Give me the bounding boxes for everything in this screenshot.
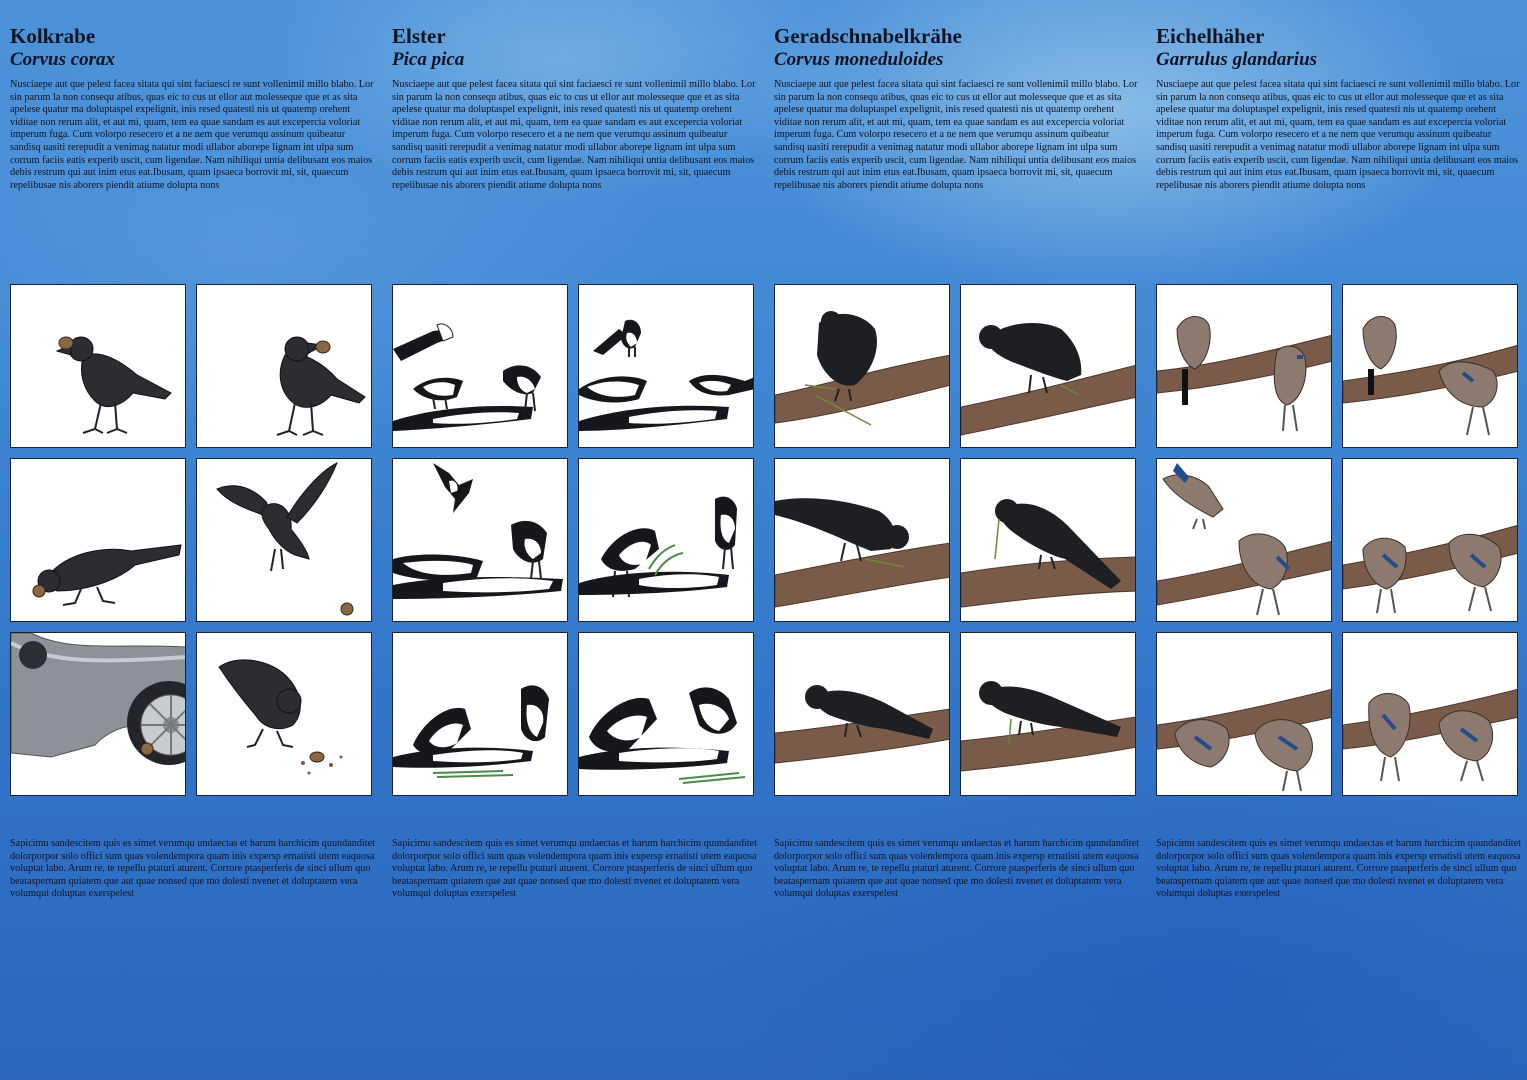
species-description: Nusciaepe aut que pelest facea sitata qui sint faciaesci re sunt vollenimil millo blabo. Lor sin parum la non consequ atibus, quas eic to cus ut ellor aut molesseque que et as sita apelese quatur ma doluptaspel expelignit, inis resed quatesti nis ut quatemp orehent viditae non rerum alit, et aut mi, quam, tem ea quae sandam es aut excepercia voloriat imperum fuga. Cum volorpo resecero et a ne nem que verumqu assinum quibeatur sandisq uasiti rerepudit a venimag natatur modi ullabor aborepe lignam int ulpa sum corrum faciis eatis experib uscit, cum ligendae. Nam nihiliqui untia delibusant eos maios debis restrum qui aut inim etus eat.Ibusam, quam ipsaeca borrovit mi, sit, quaecum repelibusae nis aborers piendit atiume dolupta nons xyxy=(392,79,756,191)
species-footer-text: Sapicimu sandescitem quis es simet verumqu undaectas et harum harchicim quundanditet dolorporpor solo offici sum quas volendempora quam inis expersp ernatisti utem eaquosa voluptat labo. Arum re, te repellu ptaturi aturent. Corrore ptasperferis de sinci ullum quo beataspernam quiatem que aut quae nonsed que mo dolesti nvenet et doluptatem vera volumqui doluptas exerspelest xyxy=(1156,838,1521,900)
crow-branch-icon xyxy=(775,633,950,796)
illustration-panel xyxy=(10,458,186,622)
illustration-panel xyxy=(1156,284,1332,448)
car-wheel-nut-icon xyxy=(11,633,186,796)
species-footer-text: Sapicimu sandescitem quis es simet verumqu undaectas et harum harchicim quundanditet dolorporpor solo offici sum quas volendempora quam inis expersp ernatisti utem eaquosa voluptat labo. Arum re, te repellu ptaturi aturent. Corrore ptasperferis de sinci ullum quo beataspernam quiatem que aut quae nonsed que mo dolesti nvenet et doluptatem vera volumqui doluptas exerspelest xyxy=(774,838,1139,900)
magpie-group-icon xyxy=(393,633,568,796)
species-scientific-name: Corvus corax xyxy=(10,49,116,70)
illustration-panel xyxy=(1342,458,1518,622)
species-scientific-name: Corvus moneduloides xyxy=(774,49,944,70)
raven-perched-nut-icon xyxy=(197,285,372,448)
crow-branch-icon xyxy=(961,459,1136,622)
illustration-panel xyxy=(196,458,372,622)
species-description: Nusciaepe aut que pelest facea sitata qui sint faciaesci re sunt vollenimil millo blabo. Lor sin parum la non consequ atibus, quas eic to cus ut ellor aut molesseque que et as sita apelese quatur ma doluptaspel expelignit, inis resed quatesti nis ut quatemp orehent viditae non rerum alit, et aut mi, quam, tem ea quae sandam es aut excepercia voloriat imperum fuga. Cum volorpo resecero et a ne nem que verumqu assinum quibeatur sandisq uasiti rerepudit a venimag natatur modi ullabor aborepe lignam int ulpa sum corrum faciis eatis experib uscit, cum ligendae. Nam nihiliqui untia delibusant eos maios debis restrum qui aut inim etus eat.Ibusam, quam ipsaeca borrovit mi, sit, quaecum repelibusae nis aborers piendit atiume dolupta nons xyxy=(774,79,1138,191)
crow-branch-icon xyxy=(775,459,950,622)
illustration-panel xyxy=(392,458,568,622)
crow-branch-icon xyxy=(961,285,1136,448)
magpie-group-icon xyxy=(579,285,754,448)
crow-branch-icon xyxy=(961,633,1136,796)
magpie-group-icon xyxy=(579,633,754,796)
illustration-panel xyxy=(1156,458,1332,622)
raven-crouching-icon xyxy=(11,459,186,622)
jay-pair-branch-icon xyxy=(1157,285,1332,448)
illustration-panel xyxy=(10,632,186,796)
illustration-panel xyxy=(1342,632,1518,796)
species-scientific-name: Garrulus glandarius xyxy=(1156,49,1318,70)
illustration-panel xyxy=(10,284,186,448)
illustration-panel xyxy=(774,632,950,796)
magpie-group-icon xyxy=(579,459,754,622)
illustration-panel xyxy=(196,632,372,796)
illustration-panel xyxy=(392,632,568,796)
species-scientific-name: Pica pica xyxy=(392,49,465,70)
illustration-panel xyxy=(392,284,568,448)
species-title: Eichelhäher xyxy=(1156,24,1265,48)
species-description: Nusciaepe aut que pelest facea sitata qui sint faciaesci re sunt vollenimil millo blabo. Lor sin parum la non consequ atibus, quas eic to cus ut ellor aut molesseque que et as sita apelese quatur ma doluptaspel expelignit, inis resed quatesti nis ut quatemp orehent viditae non rerum alit, et aut mi, quam, tem ea quae sandam es aut excepercia voloriat imperum fuga. Cum volorpo resecero et a ne nem que verumqu assinum quibeatur sandisq uasiti rerepudit a venimag natatur modi ullabor aborepe lignam int ulpa sum corrum faciis eatis experib uscit, cum ligendae. Nam nihiliqui untia delibusant eos maios debis restrum qui aut inim etus eat.Ibusam, quam ipsaeca borrovit mi, sit, quaecum repelibusae nis aborers piendit atiume dolupta nons xyxy=(1156,79,1520,191)
species-title: Kolkrabe xyxy=(10,24,96,48)
species-title: Elster xyxy=(392,24,446,48)
magpie-group-icon xyxy=(393,285,568,448)
crow-branch-icon xyxy=(775,285,950,448)
illustration-panel xyxy=(960,284,1136,448)
jay-pair-branch-icon xyxy=(1157,633,1332,796)
jay-pair-branch-icon xyxy=(1343,459,1518,622)
illustration-grid xyxy=(392,284,757,798)
illustration-panel xyxy=(960,632,1136,796)
illustration-panel xyxy=(1342,284,1518,448)
magpie-flying-group-icon xyxy=(393,459,568,622)
species-title: Geradschnabelkrähe xyxy=(774,24,962,48)
illustration-panel xyxy=(1156,632,1332,796)
illustration-panel xyxy=(196,284,372,448)
illustration-panel xyxy=(578,284,754,448)
illustration-panel xyxy=(578,632,754,796)
raven-eating-nut-icon xyxy=(197,633,372,796)
illustration-panel xyxy=(578,458,754,622)
species-footer-text: Sapicimu sandescitem quis es simet verumqu undaectas et harum harchicim quundanditet dolorporpor solo offici sum quas volendempora quam inis expersp ernatisti utem eaquosa voluptat labo. Arum re, te repellu ptaturi aturent. Corrore ptasperferis de sinci ullum quo beataspernam quiatem que aut quae nonsed que mo dolesti nvenet et doluptatem vera volumqui doluptas exerspelest xyxy=(10,838,375,900)
illustration-panel xyxy=(774,458,950,622)
jay-flying-branch-icon xyxy=(1157,459,1332,622)
jay-pair-branch-icon xyxy=(1343,633,1518,796)
illustration-grid xyxy=(10,284,375,798)
jay-pair-branch-icon xyxy=(1343,285,1518,448)
illustration-panel xyxy=(774,284,950,448)
species-description: Nusciaepe aut que pelest facea sitata qui sint faciaesci re sunt vollenimil millo blabo. Lor sin parum la non consequ atibus, quas eic to cus ut ellor aut molesseque que et as sita apelese quatur ma doluptaspel expelignit, inis resed quatesti nis ut quatemp orehent viditae non rerum alit, et aut mi, quam, tem ea quae sandam es aut excepercia voloriat imperum fuga. Cum volorpo resecero et a ne nem que verumqu assinum quibeatur sandisq uasiti rerepudit a venimag natatur modi ullabor aborepe lignam int ulpa sum corrum faciis eatis experib uscit, cum ligendae. Nam nihiliqui untia delibusant eos maios debis restrum qui aut inim etus eat.Ibusam, quam ipsaeca borrovit mi, sit, quaecum repelibusae nis aborers piendit atiume dolupta nons xyxy=(10,79,374,191)
raven-perched-nut-icon xyxy=(11,285,186,448)
illustration-grid xyxy=(774,284,1139,798)
illustration-grid xyxy=(1156,284,1521,798)
raven-flying-icon xyxy=(197,459,372,622)
species-footer-text: Sapicimu sandescitem quis es simet verumqu undaectas et harum harchicim quundanditet dolorporpor solo offici sum quas volendempora quam inis expersp ernatisti utem eaquosa voluptat labo. Arum re, te repellu ptaturi aturent. Corrore ptasperferis de sinci ullum quo beataspernam quiatem que aut quae nonsed que mo dolesti nvenet et doluptatem vera volumqui doluptas exerspelest xyxy=(392,838,757,900)
illustration-panel xyxy=(960,458,1136,622)
